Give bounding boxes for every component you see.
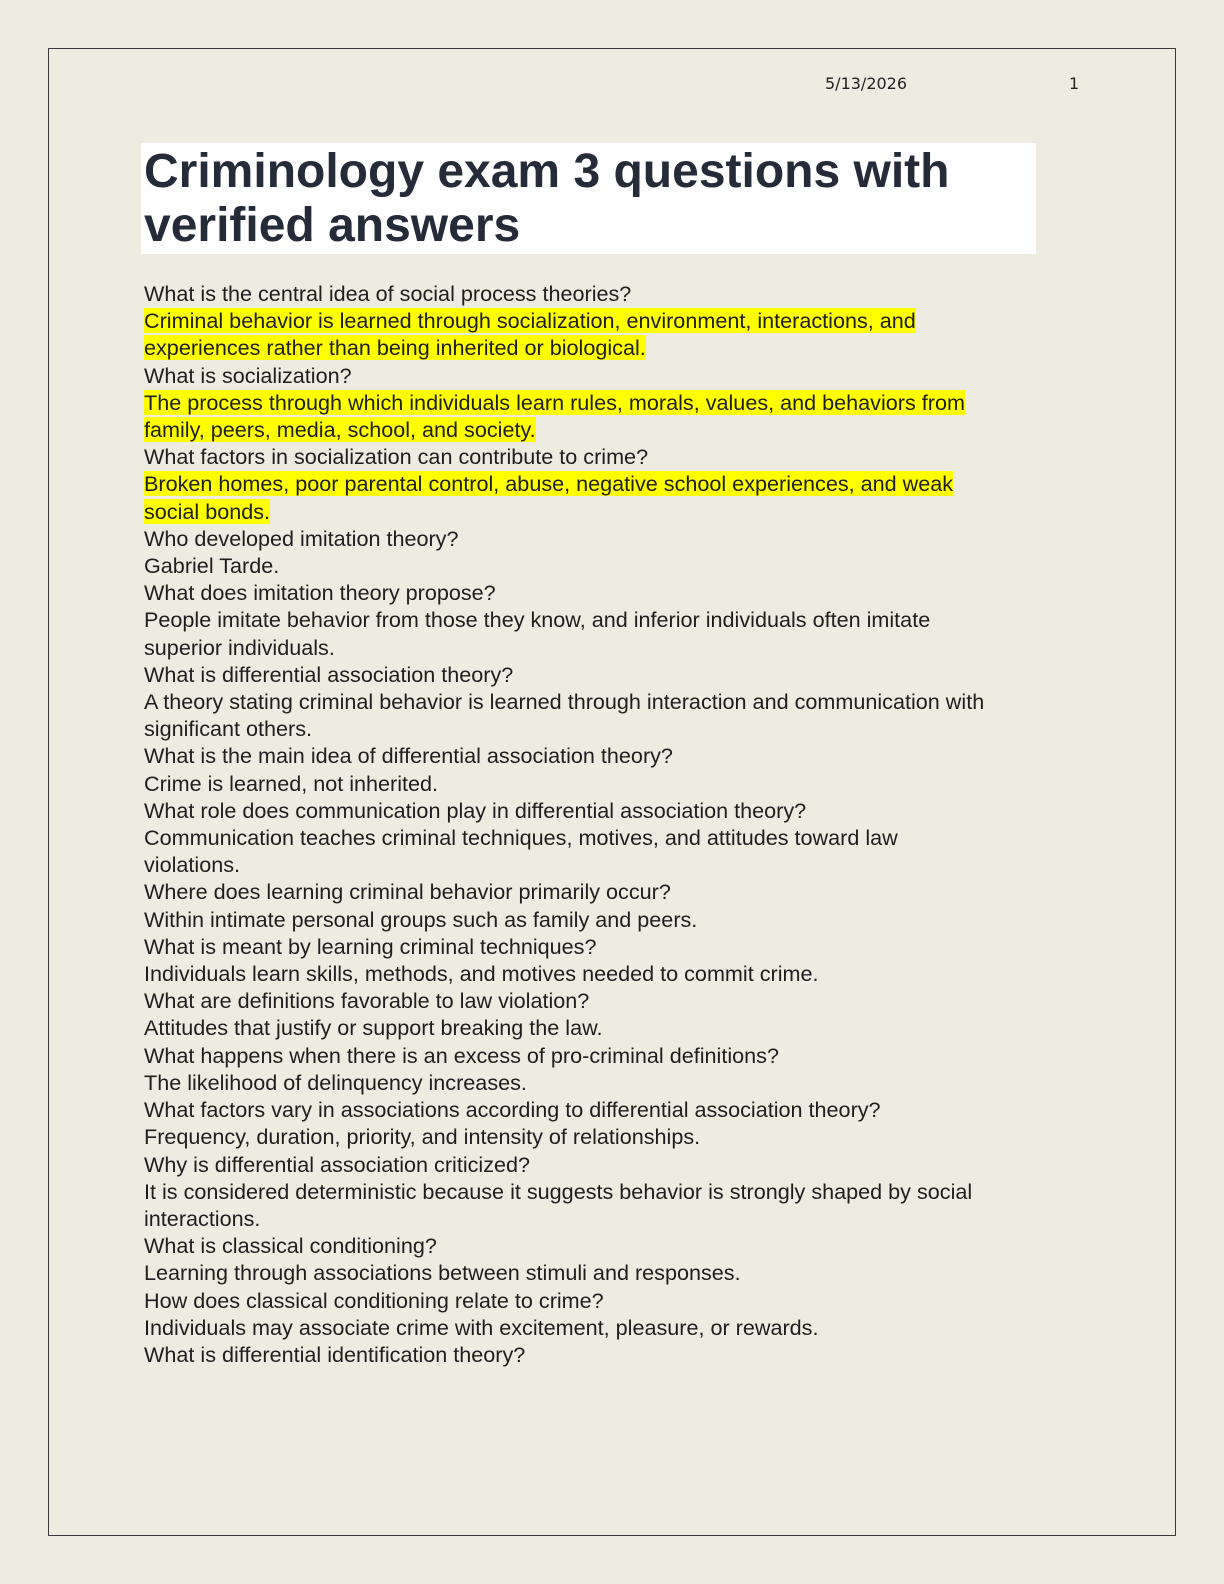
qa-line bbox=[144, 960, 1084, 987]
qa-line bbox=[144, 307, 1084, 334]
qa-text: Why is differential association criticized? bbox=[144, 1151, 531, 1177]
title-line: verified answers bbox=[144, 199, 521, 252]
highlighted-answer-text: Broken homes, poor parental control, abuse, negative school experiences, and weak bbox=[144, 471, 954, 497]
qa-line bbox=[144, 362, 1084, 389]
qa-text: Crime is learned, not inherited. bbox=[144, 770, 439, 796]
qa-line bbox=[144, 933, 1084, 960]
document-title bbox=[144, 145, 1024, 253]
qa-line bbox=[144, 1287, 1084, 1314]
qa-line bbox=[144, 1341, 1084, 1368]
qa-line bbox=[144, 1042, 1084, 1069]
qa-text: What are definitions favorable to law violation? bbox=[144, 988, 590, 1014]
qa-line bbox=[144, 1123, 1084, 1150]
qa-text: A theory stating criminal behavior is learned through interaction and communication with bbox=[144, 689, 985, 715]
page-number: 1 bbox=[1069, 74, 1080, 93]
title-line: Criminology exam 3 questions with bbox=[144, 145, 950, 198]
highlighted-answer-text: social bonds. bbox=[144, 498, 271, 524]
qa-text: What is differential association theory? bbox=[144, 661, 514, 687]
qa-line bbox=[144, 770, 1084, 797]
qa-text: What is the main idea of differential association theory? bbox=[144, 743, 673, 769]
qa-line bbox=[144, 525, 1084, 552]
qa-text: The likelihood of delinquency increases. bbox=[144, 1069, 527, 1095]
qa-line bbox=[144, 579, 1084, 606]
qa-text: Individuals may associate crime with excitement, pleasure, or rewards. bbox=[144, 1314, 819, 1340]
qa-line bbox=[144, 851, 1084, 878]
qa-text: Within intimate personal groups such as family and peers. bbox=[144, 906, 698, 932]
highlighted-answer-text: family, peers, media, school, and society. bbox=[144, 417, 536, 443]
qa-line bbox=[144, 1232, 1084, 1259]
qa-line bbox=[144, 1259, 1084, 1286]
qa-text: violations. bbox=[144, 852, 241, 878]
qa-line bbox=[144, 443, 1084, 470]
qa-line bbox=[144, 416, 1084, 443]
qa-line bbox=[144, 1314, 1084, 1341]
qa-text: Where does learning criminal behavior primarily occur? bbox=[144, 879, 671, 905]
qa-line bbox=[144, 280, 1084, 307]
qa-line bbox=[144, 470, 1084, 497]
qa-line bbox=[144, 498, 1084, 525]
qa-line bbox=[144, 1014, 1084, 1041]
qa-text: Gabriel Tarde. bbox=[144, 553, 280, 579]
qa-text: What factors vary in associations according to differential association theory? bbox=[144, 1097, 881, 1123]
qa-text: What is the central idea of social process theories? bbox=[144, 281, 632, 306]
qa-line bbox=[144, 824, 1084, 851]
qa-text: Communication teaches criminal techniques, motives, and attitudes toward law bbox=[144, 825, 898, 851]
qa-line bbox=[144, 634, 1084, 661]
qa-text: How does classical conditioning relate to crime? bbox=[144, 1287, 604, 1313]
qa-line bbox=[144, 688, 1084, 715]
qa-text: significant others. bbox=[144, 716, 313, 742]
qa-line bbox=[144, 389, 1084, 416]
qa-text: Attitudes that justify or support breaking the law. bbox=[144, 1015, 603, 1041]
qa-line bbox=[144, 1178, 1084, 1205]
qa-line bbox=[144, 906, 1084, 933]
qa-line bbox=[144, 1205, 1084, 1232]
qa-text: What is differential identification theory? bbox=[144, 1341, 526, 1367]
qa-line bbox=[144, 1096, 1084, 1123]
qa-text: What is classical conditioning? bbox=[144, 1233, 437, 1259]
qa-text: Who developed imitation theory? bbox=[144, 525, 459, 551]
qa-text: It is considered deterministic because it suggests behavior is strongly shaped by social bbox=[144, 1178, 973, 1204]
qa-text: People imitate behavior from those they know, and inferior individuals often imitate bbox=[144, 607, 931, 633]
qa-text: superior individuals. bbox=[144, 634, 335, 660]
header-date: 5/13/2026 bbox=[825, 74, 908, 93]
qa-text: What is socialization? bbox=[144, 362, 352, 388]
highlighted-answer-text: Criminal behavior is learned through socialization, environment, interactions, and bbox=[144, 308, 916, 334]
highlighted-answer-text: experiences rather than being inherited or biological. bbox=[144, 335, 646, 361]
qa-text: interactions. bbox=[144, 1205, 261, 1231]
qa-text: Learning through associations between stimuli and responses. bbox=[144, 1260, 741, 1286]
qa-line bbox=[144, 878, 1084, 905]
qa-line bbox=[144, 797, 1084, 824]
qa-text: What is meant by learning criminal techniques? bbox=[144, 933, 597, 959]
qa-line bbox=[144, 1069, 1084, 1096]
qa-text: What happens when there is an excess of pro-criminal definitions? bbox=[144, 1042, 779, 1068]
qa-text: Frequency, duration, priority, and intensity of relationships. bbox=[144, 1124, 701, 1150]
qa-text: Individuals learn skills, methods, and motives needed to commit crime. bbox=[144, 961, 819, 987]
qa-list bbox=[144, 280, 1084, 1368]
qa-line bbox=[144, 715, 1084, 742]
qa-line bbox=[144, 661, 1084, 688]
qa-text: What role does communication play in differential association theory? bbox=[144, 797, 807, 823]
qa-line bbox=[144, 552, 1084, 579]
qa-line bbox=[144, 987, 1084, 1014]
qa-line bbox=[144, 606, 1084, 633]
qa-line bbox=[144, 742, 1084, 769]
qa-line bbox=[144, 1151, 1084, 1178]
qa-text: What does imitation theory propose? bbox=[144, 580, 496, 606]
highlighted-answer-text: The process through which individuals learn rules, morals, values, and behaviors from bbox=[144, 389, 965, 415]
qa-text: What factors in socialization can contribute to crime? bbox=[144, 444, 649, 470]
qa-line bbox=[144, 334, 1084, 361]
